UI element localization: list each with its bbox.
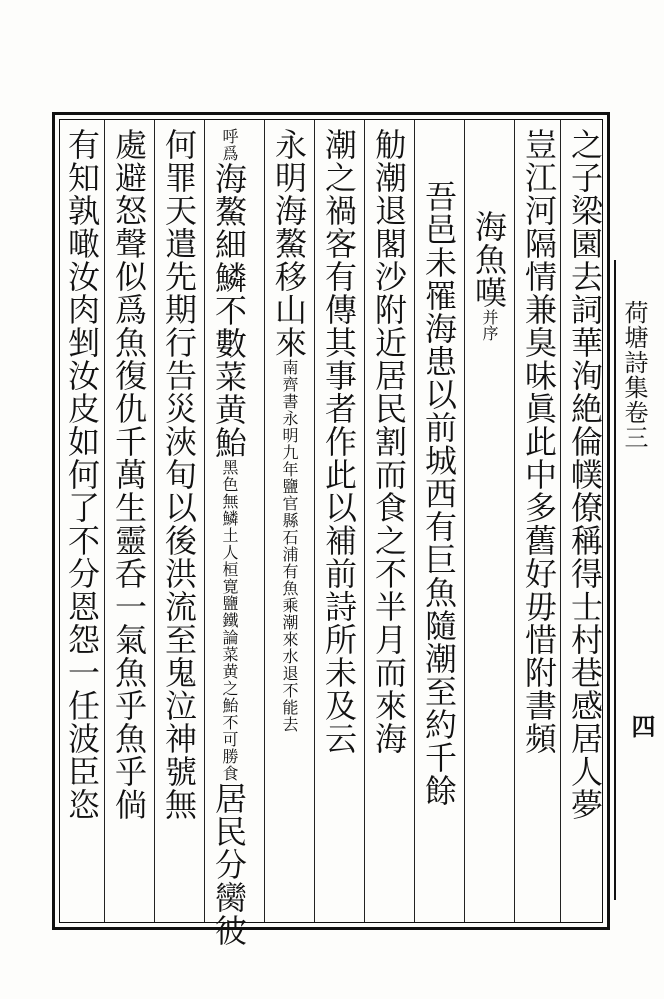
text-column-10: 處避怒聲似爲魚復仇千萬生靈呑一氣魚乎魚乎倘 — [110, 128, 148, 821]
section-title — [467, 210, 511, 341]
text-column-9: 何罪天遣先期行告災浹旬以後洪流至鬼泣神號無 — [160, 128, 198, 821]
annotation-7: 南齊書永明九年鹽官縣石浦有魚乘潮來水退不能去 — [280, 359, 299, 733]
text-column-4: 吾邑未罹海患以前城西有巨魚隨潮至約千餘 — [420, 180, 458, 807]
section-title-text: 海魚嘆 — [470, 210, 508, 309]
page-number: 四 — [627, 714, 656, 738]
column-rule — [414, 120, 415, 922]
column-rule — [314, 120, 315, 922]
text-column-11: 有知孰噉汝肉剉汝皮如何了不分恩怨一任波臣恣 — [63, 128, 101, 821]
poem-line-7: 永明海鰲移山來 — [270, 128, 308, 359]
column-rule — [154, 120, 155, 922]
section-title-note: 并序 — [480, 309, 499, 341]
book-title: 荷塘詩集卷三 — [620, 300, 648, 450]
column-rule — [204, 120, 205, 922]
text-column-6: 潮之禍客有傳其事者作此以補前詩所未及云 — [320, 128, 358, 755]
column-rule — [464, 120, 465, 922]
annotation-8a: 呼爲 — [220, 128, 239, 162]
poem-line-8b: 居民分臠彼 — [210, 782, 248, 947]
annotation-8b: 黑色無鱗土人桓寛鹽鐵論菜黄之鮐不可勝食 — [220, 459, 239, 782]
column-rule — [514, 120, 515, 922]
text-column-2: 豈江河隔情兼臭味眞此中多舊好毋惜附書頻 — [520, 128, 558, 755]
text-column-8 — [207, 128, 251, 947]
column-rule — [364, 120, 365, 922]
column-rule — [264, 120, 265, 922]
column-rule — [104, 120, 105, 922]
text-column-1: 之子梁園去詞華洵絶倫幞僚稱得士村巷感居人夢 — [566, 128, 604, 821]
text-column-5: 觔潮退閣沙附近居民割而食之不半月而來海 — [370, 128, 408, 755]
poem-line-8: 海鰲細鱗不數菜黄鮐 — [210, 162, 248, 459]
text-column-7 — [267, 128, 311, 733]
